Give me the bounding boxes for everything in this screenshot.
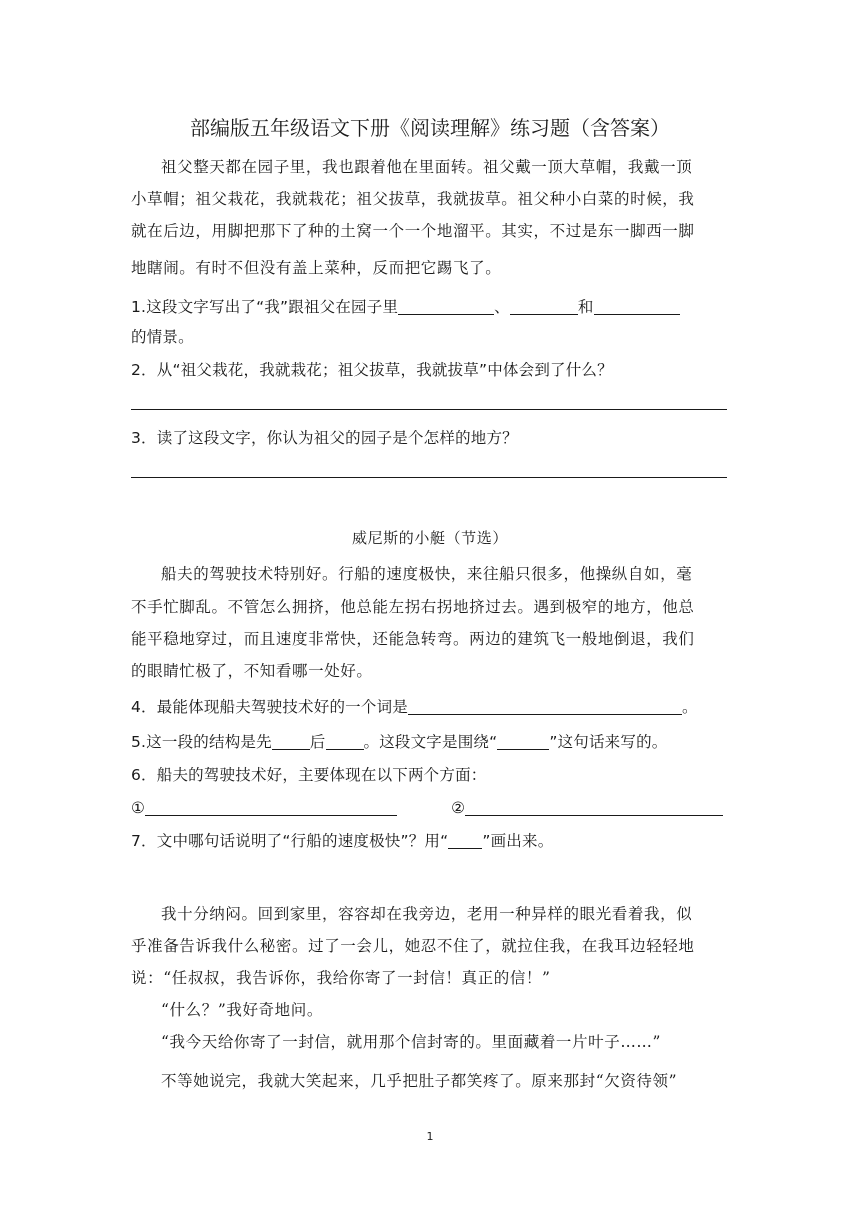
question-2: 2．从“祖父栽花，我就栽花；祖父拔草，我就拔草”中体会到了什么？ [131, 361, 613, 379]
question-7-end: ”画出来。 [482, 832, 554, 850]
document-title: 部编版五年级语文下册《阅读理解》练习题（含答案） [190, 116, 670, 140]
answer-blank-5a[interactable] [272, 733, 310, 750]
question-5-part-b: 后 [309, 733, 326, 751]
answer-blank-4[interactable] [408, 698, 682, 715]
marker-1: ① [131, 799, 146, 817]
question-1-and: 和 [577, 298, 594, 316]
question-1 [131, 297, 731, 317]
passage2-title: 威尼斯的小艇（节选） [351, 529, 508, 547]
question-4 [131, 697, 731, 717]
underline-sample [448, 832, 482, 849]
passage2-line-2: 不手忙脚乱。不管怎么拥挤，他总能左拐右拐地挤过去。遇到极窄的地方，他总 [131, 598, 695, 616]
passage3-line-6: 不等她说完，我就大笑起来，几乎把肚子都笑疼了。原来那封“欠资待领” [161, 1072, 678, 1090]
answer-blank-1c[interactable] [594, 298, 680, 315]
passage3-line-1: 我十分纳闷。回到家里，容容却在我旁边，老用一种异样的眼光看着我，似 [161, 905, 693, 923]
question-4-end: 。 [681, 698, 698, 716]
passage1-line-1: 祖父整天都在园子里，我也跟着他在里面转。祖父戴一顶大草帽，我戴一顶 [161, 158, 693, 176]
passage3-line-2: 乎准备告诉我什么秘密。过了一会儿，她忍不住了，就拉住我，在我耳边轻轻地 [131, 937, 695, 955]
passage1-line-3: 就在后边，用脚把那下了种的土窝一个一个地溜平。其实，不过是东一脚西一脚 [131, 222, 695, 240]
answer-blank-6b[interactable] [465, 799, 723, 816]
question-5 [131, 732, 731, 752]
question-6-answers [131, 798, 731, 818]
question-5-part-d: ”这句话来写的。 [549, 733, 668, 751]
question-5-part-a: 5.这一段的结构是先 [131, 733, 272, 751]
answer-blank-1a[interactable] [398, 298, 494, 315]
question-6: 6．船夫的驾驶技术好，主要体现在以下两个方面： [131, 766, 487, 784]
answer-line-2[interactable] [131, 409, 727, 410]
question-7-text: 7．文中哪句话说明了“行船的速度极快”？用“ [131, 832, 449, 850]
passage3-line-3: 说：“任叔叔，我告诉你，我给你寄了一封信！真正的信！” [131, 969, 551, 987]
page-number: 1 [426, 1130, 434, 1143]
passage2-line-3: 能平稳地穿过，而且速度非常快，还能急转弯。两边的建筑飞一般地倒退，我们 [131, 630, 695, 648]
answer-blank-5c[interactable] [497, 733, 549, 750]
passage1-line-4: 地瞎闹。有时不但没有盖上菜种，反而把它踢飞了。 [131, 259, 502, 277]
question-4-text: 4．最能体现船夫驾驶技术好的一个词是 [131, 698, 408, 716]
passage2-line-1: 船夫的驾驶技术特别好。行船的速度极快，来往船只很多，他操纵自如，毫 [161, 565, 693, 583]
question-7 [131, 831, 731, 851]
question-1-text: 1.这段文字写出了“我”跟祖父在园子里 [131, 298, 399, 316]
answer-blank-1b[interactable] [510, 298, 578, 315]
passage2-line-4: 的眼睛忙极了，不知看哪一处好。 [131, 662, 373, 680]
question-1-end: 的情景。 [131, 328, 194, 346]
question-5-part-c: 。这段文字是围绕“ [363, 733, 498, 751]
passage3-line-4: “什么？”我好奇地问。 [161, 1001, 323, 1019]
passage1-line-2: 小草帽；祖父栽花，我就栽花；祖父拔草，我就拔草。祖父种小白菜的时候，我 [131, 190, 695, 208]
marker-2: ② [451, 799, 466, 817]
answer-blank-6a[interactable] [145, 799, 397, 816]
question-1-separator: 、 [494, 298, 510, 316]
answer-line-3[interactable] [131, 477, 727, 478]
question-3: 3．读了这段文字，你认为祖父的园子是个怎样的地方？ [131, 429, 518, 447]
passage3-line-5: “我今天给你寄了一封信，就用那个信封寄的。里面藏着一片叶子……” [161, 1033, 662, 1051]
answer-blank-5b[interactable] [326, 733, 364, 750]
